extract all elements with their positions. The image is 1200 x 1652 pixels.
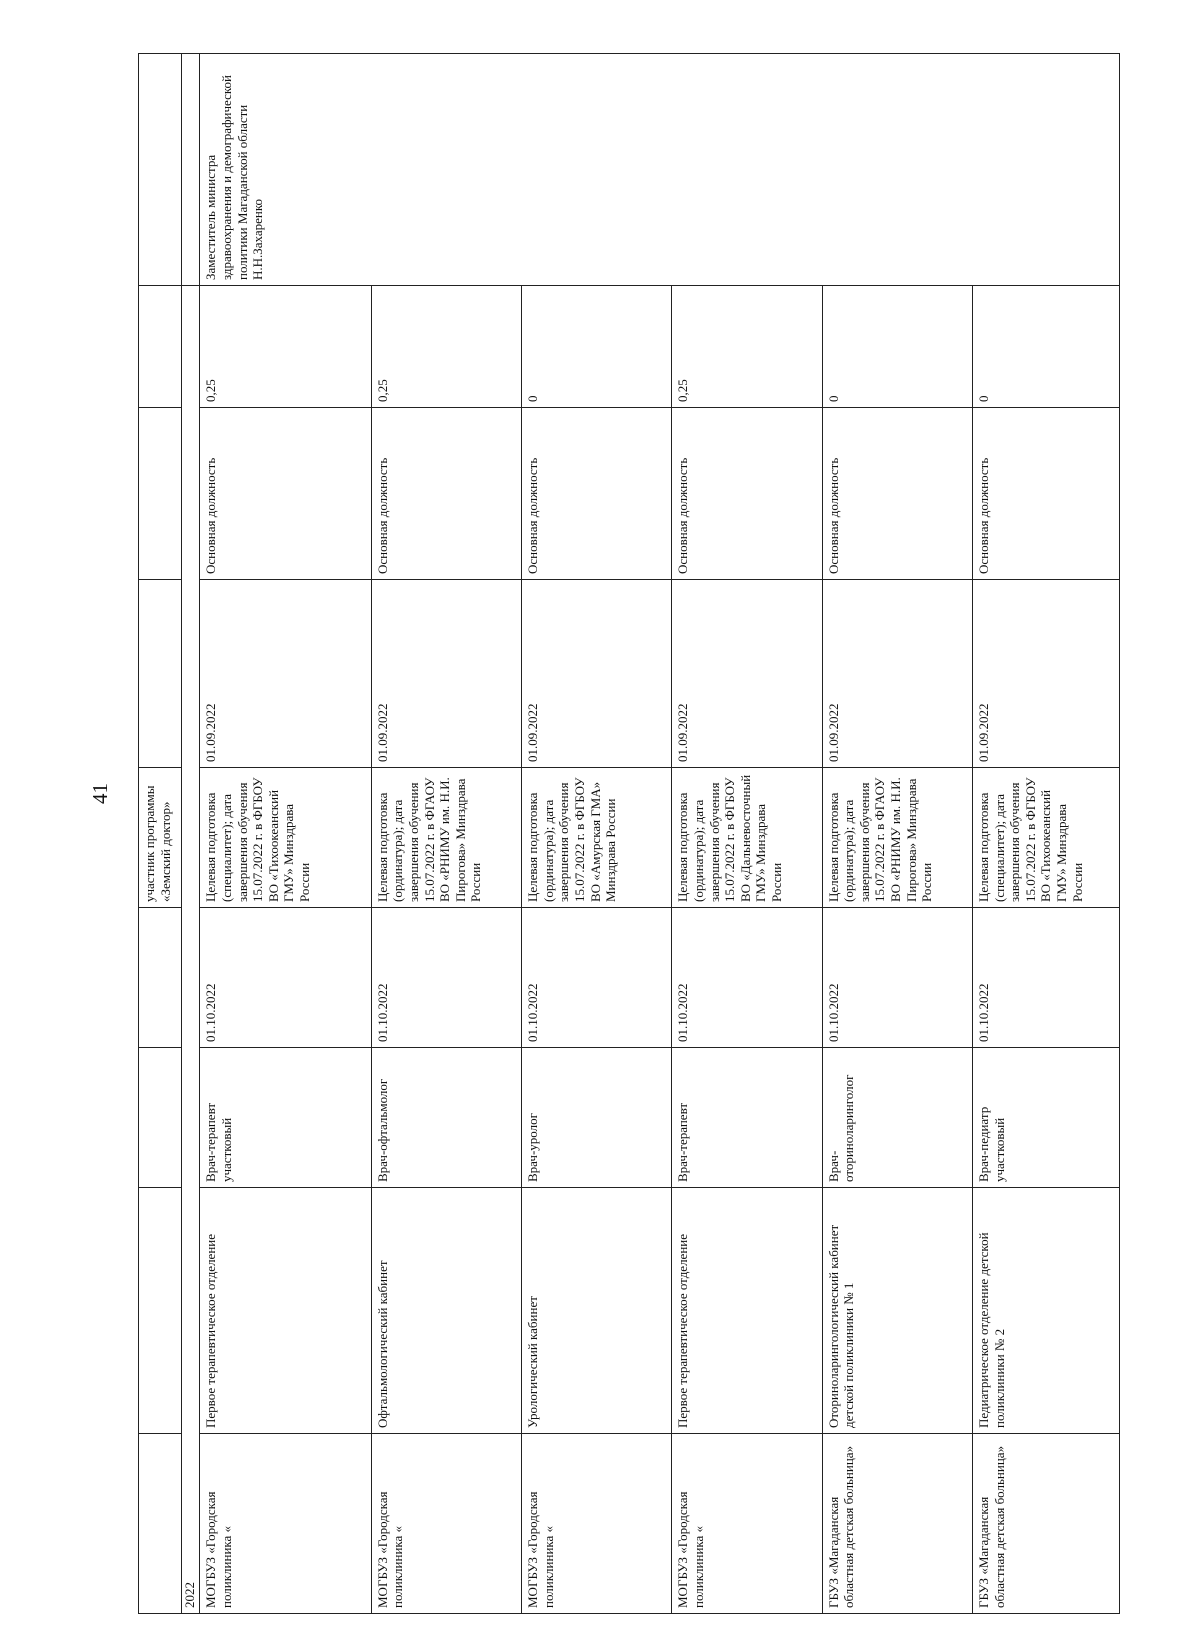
job-type-cell: Основная должность [371,408,521,580]
table-row [972,54,1119,1614]
institution-cell: МОГБУЗ «Городская поликлиника « [522,1434,672,1614]
institution-cell: МОГБУЗ «Городская поликлиника « [371,1434,521,1614]
start-date-cell: 01.10.2022 [972,908,1119,1048]
training-cell: Целевая подготовка (ординатура); дата завершения обучения 15.07.2022 г. в ФГАОУ ВО «РНИМУ им. Н.И. Пирогова» Минздрава России [371,768,521,908]
position-cell: Врач-уролог [522,1048,672,1188]
training-cell: Целевая подготовка (специалитет); дата завершения обучения 15.07.2022 г. в ФГБОУ ВО «Тихоокеанский ГМУ» Минздрава России [972,768,1119,908]
training-cell: Целевая подготовка (ординатура); дата завершения обучения 15.07.2022 г. в ФГБОУ ВО «Дальневосточный ГМУ» Минздрава России [672,768,822,908]
department-cell: Первое терапевтическое отделение [200,1188,371,1434]
job-type-cell: Основная должность [522,408,672,580]
note-cell: Заместитель министра здравоохранения и демографической политики Магаданской области Н.Н.Захаренко [200,54,1120,286]
table-row [822,54,972,1614]
training-cell: Целевая подготовка (ординатура); дата завершения обучения 15.07.2022 г. в ФГАОУ ВО «РНИМУ им. Н.И. Пирогова» Минздрава России [822,768,972,908]
header-cell [139,1434,182,1614]
department-cell: Первое терапевтическое отделение [672,1188,822,1434]
start-date-cell: 01.10.2022 [200,908,371,1048]
header-cell [139,1048,182,1188]
rate-cell: 0,25 [371,286,521,408]
department-cell: Оториноларингологический кабинет детской поликлиники № 1 [822,1188,972,1434]
start-date-cell: 01.10.2022 [672,908,822,1048]
institution-cell: МОГБУЗ «Городская поликлиника « [672,1434,822,1614]
date-cell: 01.09.2022 [200,580,371,768]
start-date-cell: 01.10.2022 [371,908,521,1048]
rate-cell: 0,25 [672,286,822,408]
institution-cell: ГБУЗ «Магаданская областная детская больница» [822,1434,972,1614]
date-cell: 01.09.2022 [822,580,972,768]
job-type-cell: Основная должность [972,408,1119,580]
page-number: 41 [88,783,112,804]
position-cell: Врач-терапевт участковый [200,1048,371,1188]
document-table [138,53,1120,1614]
date-cell: 01.09.2022 [672,580,822,768]
table-row [200,54,371,1614]
year-label: 2022 [181,286,200,1614]
job-type-cell: Основная должность [822,408,972,580]
institution-cell: ГБУЗ «Магаданская областная детская больница» [972,1434,1119,1614]
document-table-container [138,54,1120,1614]
header-cell [139,286,182,408]
position-cell: Врач-оториноларинголог [822,1048,972,1188]
position-cell: Врач-терапевт [672,1048,822,1188]
job-type-cell: Основная должность [672,408,822,580]
department-cell: Педиатрическое отделение детской поликлиники № 2 [972,1188,1119,1434]
start-date-cell: 01.10.2022 [522,908,672,1048]
table-row [522,54,672,1614]
date-cell: 01.09.2022 [371,580,521,768]
header-cell [139,408,182,580]
department-cell: Урологический кабинет [522,1188,672,1434]
year-row [181,54,200,1614]
date-cell: 01.09.2022 [972,580,1119,768]
header-participant-cell: участник программы «Земский доктор» [139,768,182,908]
department-cell: Офтальмологический кабинет [371,1188,521,1434]
date-cell: 01.09.2022 [522,580,672,768]
header-cell [139,580,182,768]
header-cell [139,908,182,1048]
institution-cell: МОГБУЗ «Городская поликлиника « [200,1434,371,1614]
rate-cell: 0 [822,286,972,408]
table-row [672,54,822,1614]
table-row [371,54,521,1614]
position-cell: Врач-педиатр участковый [972,1048,1119,1188]
job-type-cell: Основная должность [200,408,371,580]
rate-cell: 0,25 [200,286,371,408]
rate-cell: 0 [522,286,672,408]
start-date-cell: 01.10.2022 [822,908,972,1048]
training-cell: Целевая подготовка (специалитет); дата завершения обучения 15.07.2022 г. в ФГБОУ ВО «Тихоокеанский ГМУ» Минздрава России [200,768,371,908]
header-cell [139,54,182,286]
year-row-note-cell [181,54,200,286]
position-cell: Врач-офтальмолог [371,1048,521,1188]
training-cell: Целевая подготовка (ординатура); дата завершения обучения 15.07.2022 г. в ФГБОУ ВО «Амурская ГМА» Минздрава России [522,768,672,908]
table-header-row [139,54,182,1614]
header-cell [139,1188,182,1434]
rate-cell: 0 [972,286,1119,408]
